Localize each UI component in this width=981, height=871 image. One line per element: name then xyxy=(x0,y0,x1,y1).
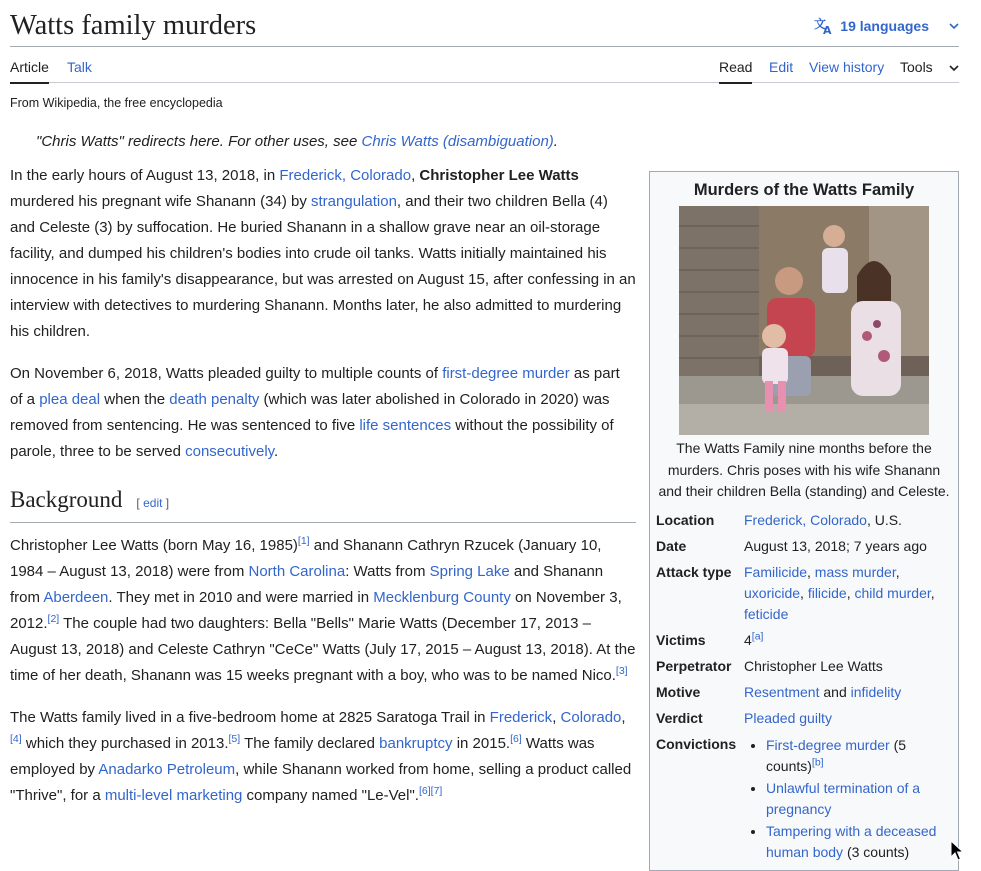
text: murdered his pregnant wife Shanann (34) by xyxy=(10,193,312,210)
link-colorado[interactable]: Colorado xyxy=(560,709,622,726)
link-mass-murder[interactable]: mass murder xyxy=(814,563,896,580)
infobox-row-convictions xyxy=(656,732,952,867)
text: and Shanann from xyxy=(10,563,604,606)
link-tampering[interactable]: Tampering with a deceased human body xyxy=(766,822,937,860)
link-uxoricide[interactable]: uxoricide xyxy=(744,584,801,601)
citation[interactable]: [1] xyxy=(297,535,310,547)
infobox-caption: The Watts Family nine months before the murders. Chris poses with his wife Shanann and their children Bella (standing) and Celeste. xyxy=(658,440,950,499)
link-infidelity[interactable]: infidelity xyxy=(850,683,902,700)
link-spring-lake[interactable]: Spring Lake xyxy=(429,563,510,580)
link-aberdeen[interactable]: Aberdeen xyxy=(43,589,109,606)
infobox-row-motive xyxy=(656,680,952,706)
tools-menu[interactable] xyxy=(900,59,959,75)
text: , xyxy=(552,709,561,726)
title-bar xyxy=(10,0,959,47)
hatnote xyxy=(36,133,558,150)
text: The couple had two daughters: Bella "Bells" Marie Watts (December 17, 2013 – August 13, 2018) and Celeste Cathryn "CeCe" Watts (July 17, 2015 – August 13, 2018). At the time of her death, Shanann was 15 weeks pregnant with a boy, who was to be named Nico. xyxy=(10,615,636,684)
text: (which was later abolished in Colorado in 2020) was removed from sentencing. He was sentenced to five xyxy=(10,391,610,434)
background-paragraph-1 xyxy=(10,533,636,689)
text: : Watts from xyxy=(345,563,430,580)
infobox-row-attack-type xyxy=(656,560,952,628)
tab-article[interactable]: Article xyxy=(10,59,49,75)
link-frederick-colorado[interactable]: Frederick, Colorado xyxy=(744,511,867,528)
tab-view-history[interactable]: View history xyxy=(809,59,885,75)
link-consecutively[interactable]: consecutively xyxy=(185,443,275,460)
text: On November 6, 2018, Watts pleaded guilty to multiple counts of xyxy=(10,365,443,382)
link-pleaded-guilty[interactable]: Pleaded guilty xyxy=(744,709,832,726)
link-multi-level-marketing[interactable]: multi-level marketing xyxy=(104,787,243,804)
text: , and their two children Bella (4) and Celeste (3) by suffocation. He buried Shanann in a shallow grave near an oil-storage facility, and dumped his children's bodies into crude oil tanks. Watts initially maintained his innocence in his family's disappearance, but was arrested on August 15, after confessing in an interview with detectives to murdering Shanann. Months later, he also admitted to murdering his children. xyxy=(10,193,636,340)
page-title: Watts family murders xyxy=(10,10,257,41)
text: without the possibility of parole, three to be served xyxy=(10,417,614,460)
text: (5 counts) xyxy=(766,736,907,774)
text: , U.S. xyxy=(866,511,902,528)
row-label: Motive xyxy=(656,683,701,700)
text: and Shanann Cathryn Rzucek (January 10, 1984 – August 13, 2018) were from xyxy=(10,537,602,580)
infobox-row-location xyxy=(656,508,952,534)
row-label: Attack type xyxy=(656,563,732,580)
list-item xyxy=(766,735,952,777)
section-title: Background xyxy=(10,487,123,512)
link-strangulation[interactable]: strangulation xyxy=(311,193,397,210)
row-value xyxy=(744,706,952,732)
row-value xyxy=(744,680,952,706)
infobox-row-perpetrator xyxy=(656,654,952,680)
text: which they purchased in 2013. xyxy=(21,735,229,752)
tools-label: Tools xyxy=(900,59,933,75)
language-button[interactable] xyxy=(814,17,959,35)
hatnote-suffix: . xyxy=(553,133,558,150)
row-value xyxy=(744,732,952,867)
text: as part of a xyxy=(10,365,620,408)
link-frederick[interactable]: Frederick xyxy=(489,709,553,726)
note[interactable]: [a] xyxy=(751,629,764,642)
row-value xyxy=(744,508,952,534)
infobox-table xyxy=(656,508,952,867)
link-filicide[interactable]: filicide xyxy=(807,584,847,601)
edit-section-link[interactable]: edit xyxy=(143,496,163,510)
tab-talk[interactable]: Talk xyxy=(67,59,92,75)
row-label: Date xyxy=(656,537,687,554)
link-frederick-colorado[interactable]: Frederick, Colorado xyxy=(279,167,412,184)
infobox-row-date xyxy=(656,534,952,560)
infobox-row-verdict xyxy=(656,706,952,732)
link-anadarko-petroleum[interactable]: Anadarko Petroleum xyxy=(98,761,236,778)
link-first-degree-murder[interactable]: first-degree murder xyxy=(442,365,570,382)
infobox-title: Murders of the Watts Family xyxy=(693,181,915,199)
text: Watts was employed by xyxy=(10,735,595,778)
list-item xyxy=(766,821,952,863)
list-item xyxy=(766,778,952,820)
section-heading-background xyxy=(10,487,636,523)
family-photo[interactable] xyxy=(679,206,929,435)
citation[interactable]: [7] xyxy=(430,785,443,797)
text: The family declared xyxy=(240,735,380,752)
citation[interactable]: [6] xyxy=(510,733,522,745)
row-value: Familicide, mass murder, uxoricide, filicide, child murder, feticide xyxy=(744,563,935,622)
infobox xyxy=(649,171,959,871)
infobox-row-victims xyxy=(656,628,952,654)
link-unlawful-termination[interactable]: Unlawful termination of a pregnancy xyxy=(766,779,921,817)
row-value: August 13, 2018; 7 years ago xyxy=(744,537,927,554)
row-value: Christopher Lee Watts xyxy=(744,657,883,674)
site-tagline: From Wikipedia, the free encyclopedia xyxy=(10,96,223,110)
chevron-down-icon xyxy=(949,59,959,75)
subject-name: Christopher Lee Watts xyxy=(419,167,579,184)
row-label: Location xyxy=(656,511,715,528)
text: and xyxy=(819,683,851,700)
citation[interactable]: [3] xyxy=(615,665,628,677)
row-label: Perpetrator xyxy=(656,657,732,674)
text: (3 counts) xyxy=(843,843,910,860)
link-north-carolina[interactable]: North Carolina xyxy=(248,563,346,580)
article-body xyxy=(10,163,636,825)
background-paragraph-2 xyxy=(10,705,636,809)
row-label: Convictions xyxy=(656,735,737,752)
tab-read[interactable]: Read xyxy=(719,59,753,75)
row-value xyxy=(744,628,952,654)
citation[interactable]: [5] xyxy=(228,733,241,745)
text: Christopher Lee Watts (born May 16, 1985) xyxy=(10,537,298,554)
link-child-murder[interactable]: child murder xyxy=(854,584,931,601)
citation[interactable]: [6] xyxy=(418,785,431,797)
text: in 2015. xyxy=(452,735,511,752)
hatnote-link[interactable]: Chris Watts (disambiguation) xyxy=(361,133,554,150)
link-mecklenburg-county[interactable]: Mecklenburg County xyxy=(373,589,511,606)
text: company named "Le-Vel". xyxy=(242,787,419,804)
link-life-sentences[interactable]: life sentences xyxy=(359,417,452,434)
text: , while Shanann worked from home, selling a product called "Thrive", for a xyxy=(10,761,632,804)
text: when the xyxy=(100,391,170,408)
citation[interactable]: [2] xyxy=(47,613,60,625)
text: on November 3, 2012. xyxy=(10,589,622,632)
lead-paragraph-1 xyxy=(10,163,636,345)
page-tabs xyxy=(10,55,959,83)
row-label: Victims xyxy=(656,631,706,648)
hatnote-text: "Chris Watts" redirects here. For other uses, see xyxy=(36,133,362,150)
link-plea-deal[interactable]: plea deal xyxy=(39,391,101,408)
text: In the early hours of August 13, 2018, in xyxy=(10,167,280,184)
link-feticide[interactable]: feticide xyxy=(744,605,789,622)
link-familicide[interactable]: Familicide xyxy=(744,563,808,580)
mouse-pointer-icon xyxy=(950,840,964,862)
link-death-penalty[interactable]: death penalty xyxy=(169,391,260,408)
section-edit: [ edit ] xyxy=(136,496,170,510)
text: . xyxy=(274,443,279,460)
text: 4 xyxy=(744,631,752,648)
svg-text:文: 文 xyxy=(814,17,827,31)
text: The Watts family lived in a five-bedroom home at 2825 Saratoga Trail in xyxy=(10,709,490,726)
translate-icon xyxy=(814,17,834,35)
link-resentment[interactable]: Resentment xyxy=(744,683,820,700)
tab-edit[interactable]: Edit xyxy=(769,59,794,75)
link-first-degree-murder[interactable]: First-degree murder xyxy=(766,736,890,753)
chevron-down-icon xyxy=(949,23,959,30)
text: , xyxy=(621,709,626,726)
text: , xyxy=(411,167,420,184)
convictions-list xyxy=(744,735,952,863)
citation[interactable]: [4] xyxy=(10,733,22,745)
text: . They met in 2010 and were married in xyxy=(108,589,374,606)
lead-paragraph-2 xyxy=(10,361,636,465)
note[interactable]: [b] xyxy=(811,755,824,768)
link-bankruptcy[interactable]: bankruptcy xyxy=(379,735,453,752)
row-label: Verdict xyxy=(656,709,703,726)
language-count: 19 languages xyxy=(840,18,929,34)
svg-text:A: A xyxy=(823,24,832,35)
